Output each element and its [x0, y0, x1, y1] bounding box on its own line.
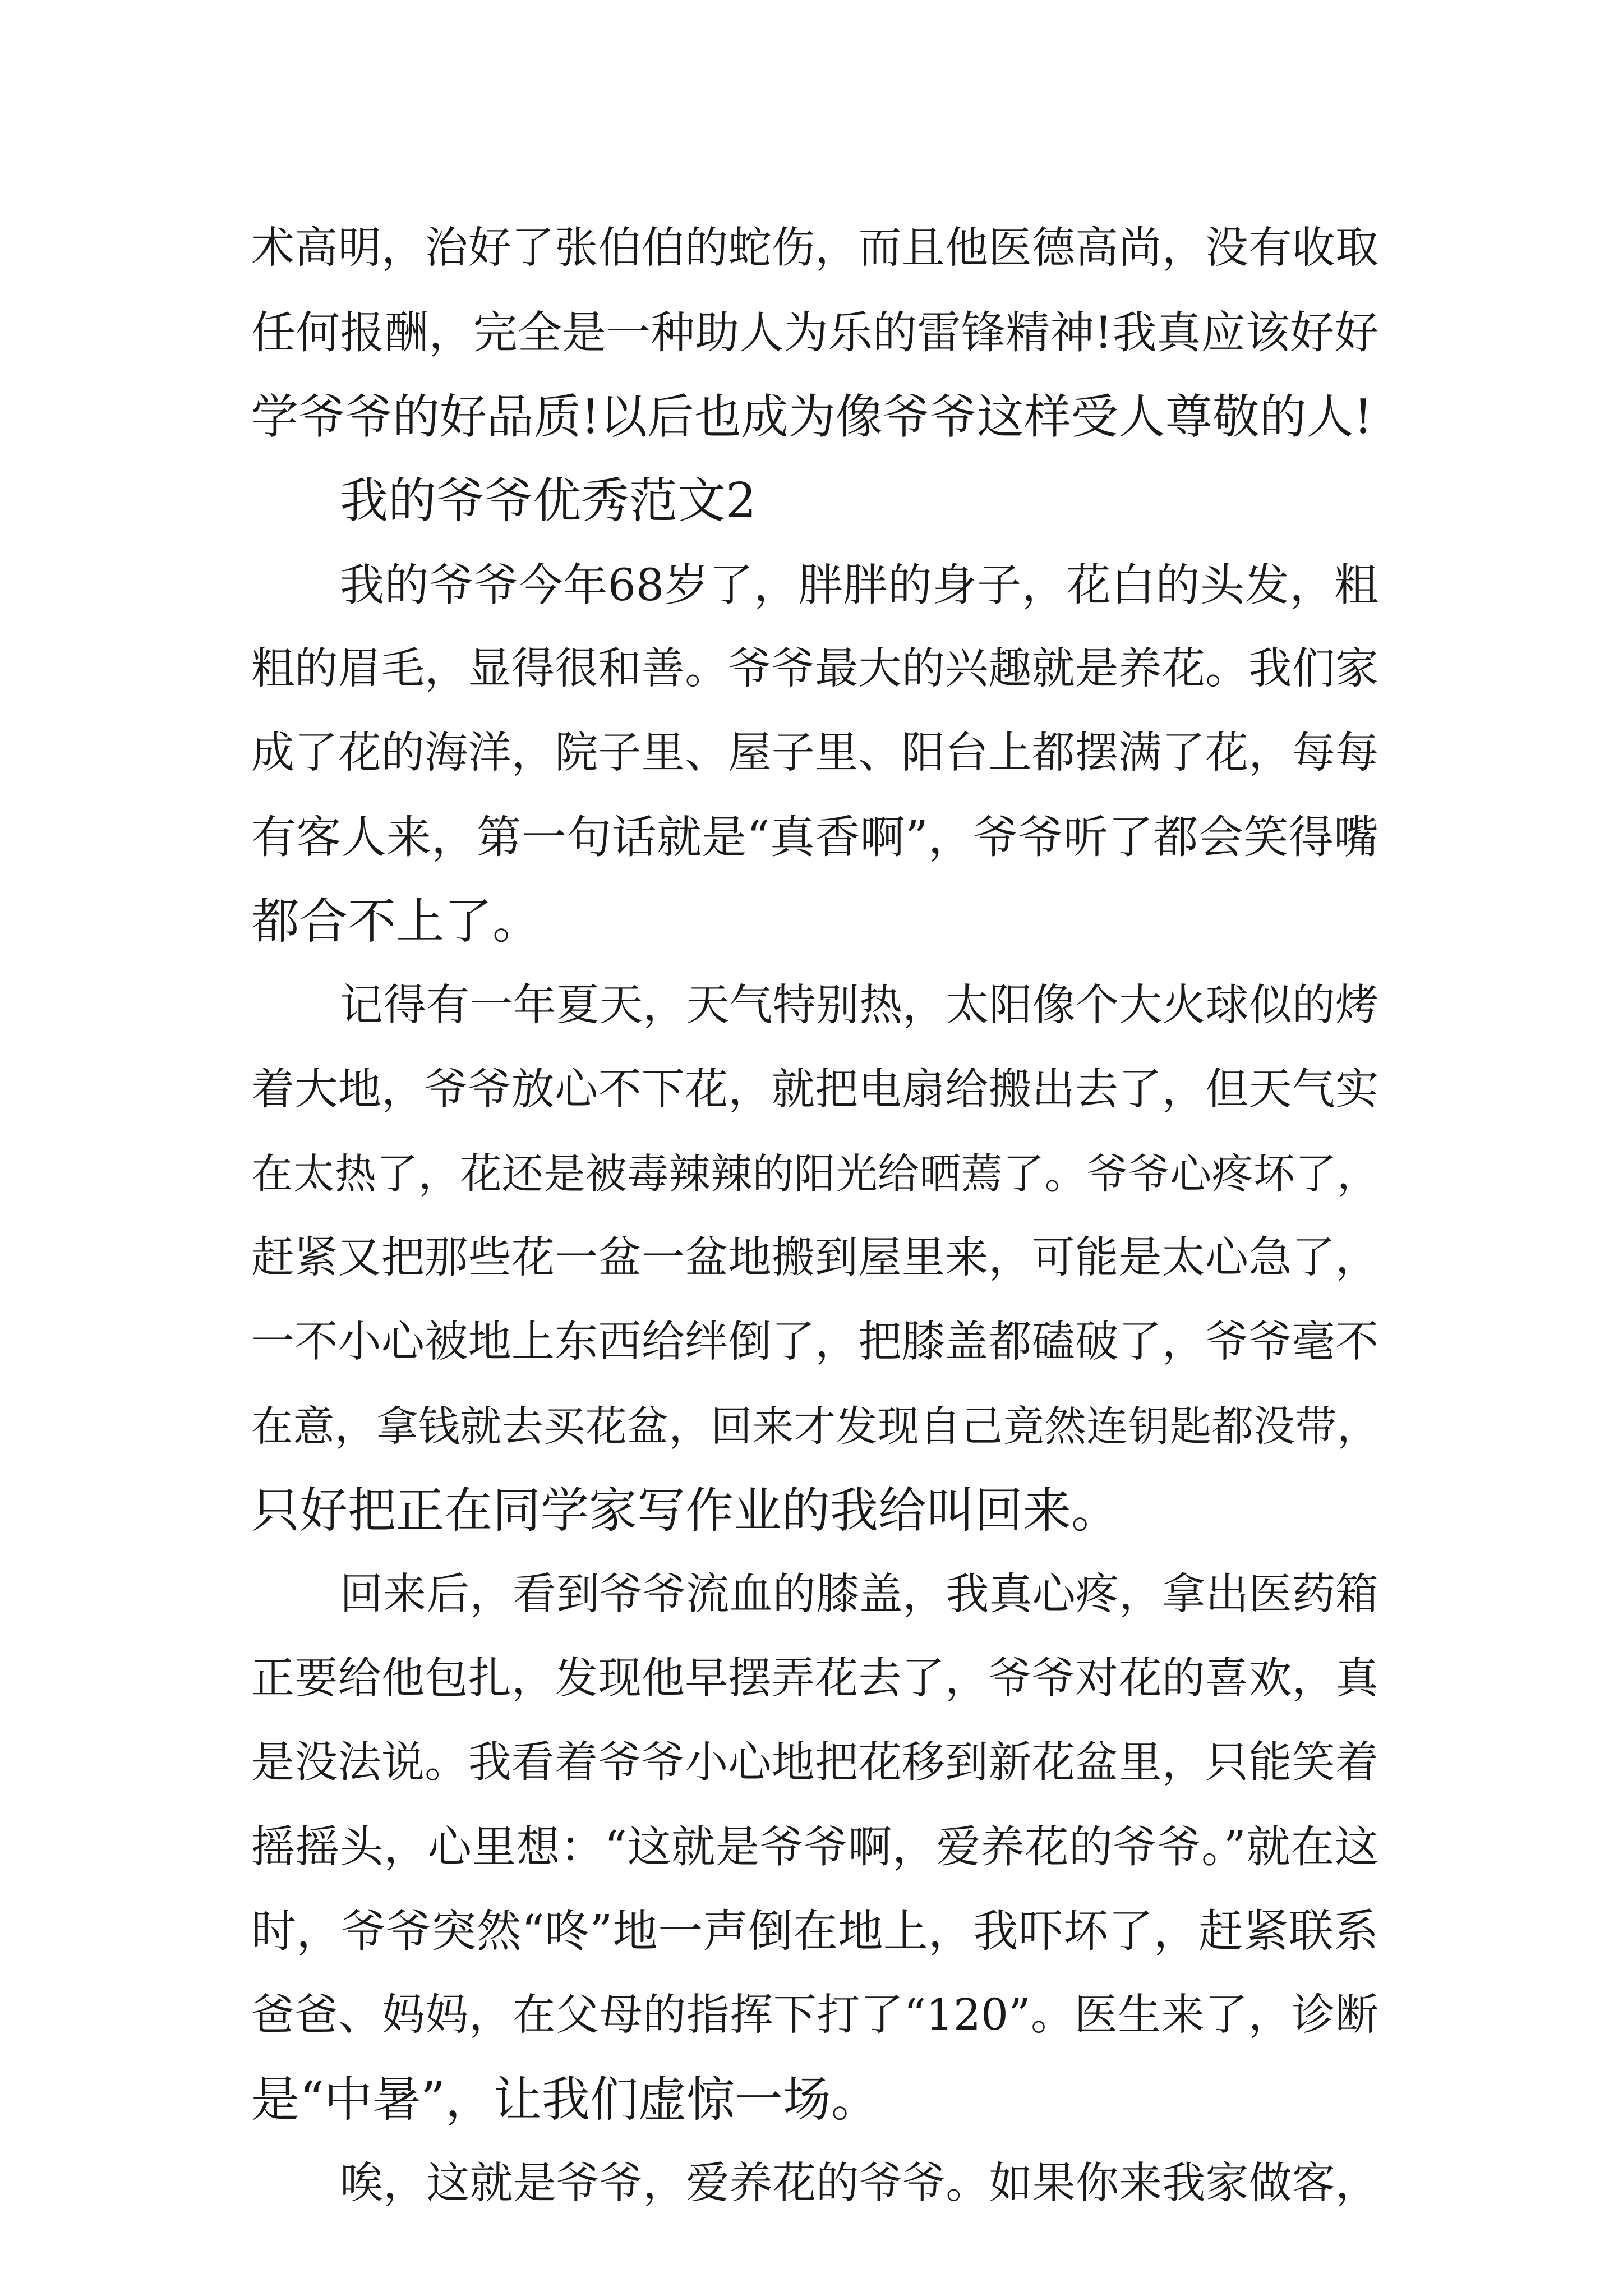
text-line-2: 任何报酬，完全是一种助人为乐的雷锋精神!我真应该好好 — [251, 307, 1378, 358]
text-line-16: 只好把正在同学家写作业的我给叫回来。 — [251, 1483, 1119, 1539]
section-heading: 我的爷爷优秀范文2 — [340, 473, 757, 529]
text-line-6: 粗的眉毛，显得很和善。爷爷最大的兴趣就是养花。我们家 — [251, 644, 1378, 694]
text-line-22: 爸爸、妈妈，在父母的指挥下打了“120”。医生来了，诊断 — [251, 1990, 1378, 2040]
text-line-8: 有客人来，第一句话就是“真香啊”，爷爷听了都会笑得嘴 — [251, 811, 1378, 863]
text-line-15: 在意，拿钱就去买花盆，回来才发现自己竟然连钥匙都没带， — [251, 1402, 1378, 1451]
text-line-10: 记得有一年夏天，天气特别热，太阳像个大火球似的烤 — [340, 981, 1378, 1030]
text-line-21: 时，爷爷突然“咚”地一声倒在地上，我吓坏了，赶紧联系 — [251, 1905, 1378, 1957]
text-line-24: 唉，这就是爷爷，爱养花的爷爷。如果你来我家做客， — [340, 2159, 1378, 2208]
text-line-17: 回来后，看到爷爷流血的膝盖，我真心疼，拿出医药箱 — [340, 1570, 1378, 1619]
text-line-18: 正要给他包扎，发现他早摆弄花去了，爷爷对花的喜欢，真 — [251, 1654, 1378, 1704]
text-line-9: 都合不上了。 — [251, 894, 541, 950]
text-line-1: 术高明，治好了张伯伯的蛇伤，而且他医德高尚，没有收取 — [251, 223, 1378, 273]
text-line-7: 成了花的海洋，院子里、屋子里、阳台上都摆满了花，每每 — [251, 728, 1378, 778]
text-line-3: 学爷爷的好品质!以后也成为像爷爷这样受人尊敬的人! — [251, 389, 1373, 444]
text-line-12: 在太热了，花还是被毒辣辣的阳光给晒蔫了。爷爷心疼坏了， — [251, 1150, 1378, 1198]
text-line-23: 是“中暑”，让我们虚惊一场。 — [251, 2072, 879, 2128]
text-line-20: 摇摇头，心里想：“这就是爷爷啊，爱养花的爷爷。”就在这 — [251, 1822, 1378, 1872]
text-line-13: 赶紧又把那些花一盆一盆地搬到屋里来，可能是太心急了， — [251, 1233, 1378, 1283]
text-line-11: 着大地，爷爷放心不下花，就把电扇给搬出去了，但天气实 — [251, 1065, 1378, 1115]
text-line-5: 我的爷爷今年68岁了，胖胖的身子，花白的头发，粗 — [340, 559, 1378, 611]
text-line-19: 是没法说。我看着爷爷小心地把花移到新花盆里，只能笑着 — [251, 1738, 1378, 1788]
text-line-14: 一不小心被地上东西给绊倒了，把膝盖都磕破了，爷爷毫不 — [251, 1317, 1378, 1367]
